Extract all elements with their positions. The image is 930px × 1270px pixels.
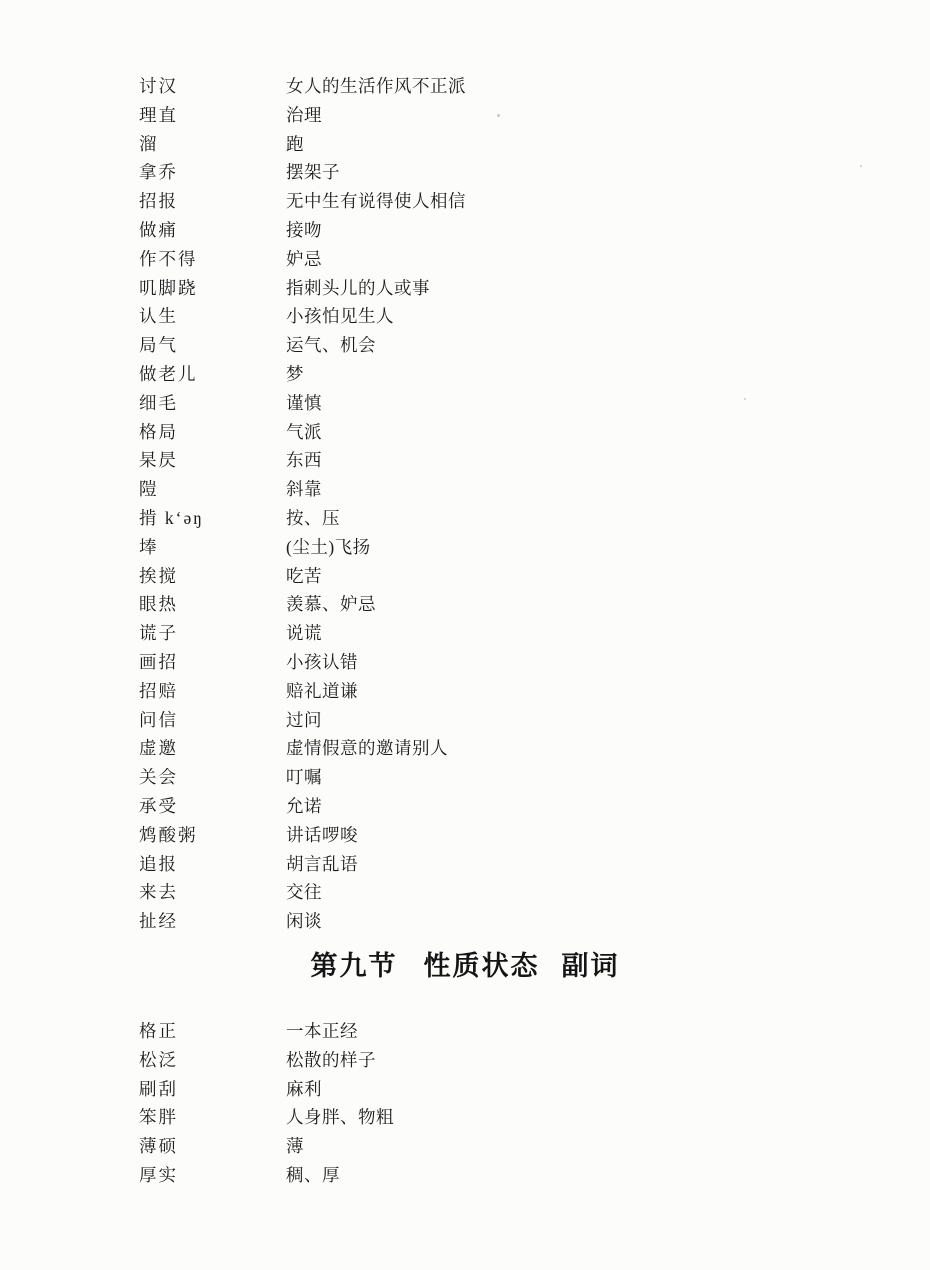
glossary-row — [0, 1075, 930, 1104]
dialect-term: 格局 — [139, 421, 178, 442]
glossary-row — [0, 302, 930, 331]
dialect-term: 关会 — [139, 767, 178, 788]
glossary-row — [0, 734, 930, 763]
definition: 允诺 — [286, 795, 322, 816]
definition: 说谎 — [286, 623, 322, 644]
section-title: 性质状态 — [423, 951, 540, 981]
dialect-term: 招赔 — [139, 680, 178, 701]
dialect-term: 虚邀 — [139, 738, 178, 759]
dialect-term: 招报 — [139, 191, 178, 212]
definition: 闲谈 — [286, 911, 322, 932]
glossary-row — [0, 850, 930, 879]
definition: 接吻 — [286, 219, 322, 240]
dialect-term: 鸩酸粥 — [139, 824, 198, 845]
definition: 吃苦 — [286, 565, 322, 586]
glossary-row — [0, 590, 930, 619]
dialect-term: 细毛 — [139, 392, 178, 413]
glossary-row — [0, 72, 930, 101]
definition: 跑 — [286, 133, 304, 154]
glossary-row — [0, 504, 930, 533]
scan-speck — [860, 165, 862, 167]
section-heading — [0, 944, 930, 983]
definition: 气派 — [286, 421, 322, 442]
dialect-term: 讨汉 — [139, 76, 178, 96]
glossary-row — [0, 878, 930, 907]
definition: 薄 — [286, 1136, 304, 1157]
definition: 运气、机会 — [286, 335, 376, 356]
dialect-term: 做老儿 — [139, 363, 198, 384]
glossary-row — [0, 158, 930, 187]
definition: 小孩怕见生人 — [286, 306, 394, 327]
definition: 斜靠 — [286, 479, 322, 500]
section-category: 副词 — [561, 951, 620, 981]
definition: 麻利 — [286, 1078, 322, 1099]
glossary-row — [0, 619, 930, 648]
dialect-term: 薄硕 — [139, 1136, 178, 1157]
dialect-term: 溜 — [139, 133, 159, 154]
definition: 人身胖、物粗 — [286, 1107, 394, 1128]
dialect-term: 扯经 — [139, 911, 178, 932]
definition: 按、压 — [286, 507, 340, 528]
definition: 羡慕、妒忌 — [286, 594, 376, 615]
glossary-row — [0, 706, 930, 735]
glossary-row — [0, 389, 930, 418]
dialect-term: 松泛 — [139, 1049, 178, 1070]
dialect-term: 眼热 — [139, 594, 178, 615]
glossary-row — [0, 245, 930, 274]
glossary-row — [0, 475, 930, 504]
glossary-row — [0, 216, 930, 245]
glossary-row — [0, 1161, 930, 1190]
glossary-row — [0, 1017, 930, 1046]
glossary-row — [0, 446, 930, 475]
glossary-row — [0, 562, 930, 591]
glossary-row — [0, 331, 930, 360]
definition: 无中生有说得使人相信 — [286, 191, 466, 212]
dialect-term: 承受 — [139, 795, 178, 816]
definition: 治理 — [286, 104, 322, 125]
glossary-row — [0, 533, 930, 562]
dialect-term: 谎子 — [139, 623, 178, 644]
glossary-row — [0, 1046, 930, 1075]
definition: 一本正经 — [286, 1021, 358, 1041]
glossary-row — [0, 677, 930, 706]
glossary-row — [0, 1103, 930, 1132]
dialect-term: 认生 — [139, 306, 178, 327]
dialect-term: 做痛 — [139, 219, 178, 240]
scan-speck — [744, 398, 746, 400]
dialect-term: 隑 — [139, 479, 159, 500]
glossary-list-bottom — [0, 1017, 930, 1190]
glossary-row — [0, 101, 930, 130]
dialect-term: 埲 — [139, 536, 159, 557]
dialect-term: 掯 k‘əŋ — [139, 507, 204, 528]
glossary-row — [0, 274, 930, 303]
glossary-row — [0, 418, 930, 447]
definition: 谨慎 — [286, 392, 322, 413]
glossary-row — [0, 792, 930, 821]
section-number: 第九节 — [310, 951, 398, 981]
dialect-term: 杲昃 — [139, 450, 178, 471]
dialect-term: 作不得 — [139, 248, 198, 269]
definition: 指刺头儿的人或事 — [286, 277, 430, 298]
glossary-row — [0, 1132, 930, 1161]
definition: 虚情假意的邀请别人 — [286, 738, 448, 759]
dialect-term: 笨胖 — [139, 1107, 178, 1128]
glossary-row — [0, 360, 930, 389]
dialect-term: 挨搅 — [139, 565, 178, 586]
dialect-term: 追报 — [139, 853, 178, 874]
definition: (尘土)飞扬 — [286, 536, 371, 557]
glossary-row — [0, 187, 930, 216]
definition: 交往 — [286, 882, 322, 903]
dialect-term: 厚实 — [139, 1164, 178, 1185]
definition: 摆架子 — [286, 162, 340, 183]
dialect-term: 问信 — [139, 709, 178, 730]
definition: 小孩认错 — [286, 651, 358, 672]
glossary-row — [0, 821, 930, 850]
glossary-row — [0, 130, 930, 159]
definition: 妒忌 — [286, 248, 322, 269]
definition: 东西 — [286, 450, 322, 471]
definition: 松散的样子 — [286, 1049, 376, 1070]
dialect-term: 理直 — [139, 104, 178, 125]
definition: 胡言乱语 — [286, 853, 358, 874]
definition: 女人的生活作风不正派 — [286, 76, 466, 96]
glossary-row — [0, 763, 930, 792]
dialect-term: 叽脚跷 — [139, 277, 198, 298]
scan-speck — [497, 114, 500, 117]
definition: 赔礼道谦 — [286, 680, 358, 701]
definition: 叮嘱 — [286, 767, 322, 788]
dialect-term: 局气 — [139, 335, 178, 356]
definition: 稠、厚 — [286, 1164, 340, 1185]
glossary-row — [0, 648, 930, 677]
dialect-term: 拿乔 — [139, 162, 178, 183]
definition: 过问 — [286, 709, 322, 730]
glossary-list-top — [0, 72, 930, 936]
dialect-term: 刷刮 — [139, 1078, 178, 1099]
dialect-term: 来去 — [139, 882, 178, 903]
dialect-term: 画招 — [139, 651, 178, 672]
dialect-term: 格正 — [139, 1021, 178, 1041]
definition: 梦 — [286, 363, 304, 384]
glossary-row — [0, 907, 930, 936]
definition: 讲话啰唆 — [286, 824, 358, 845]
